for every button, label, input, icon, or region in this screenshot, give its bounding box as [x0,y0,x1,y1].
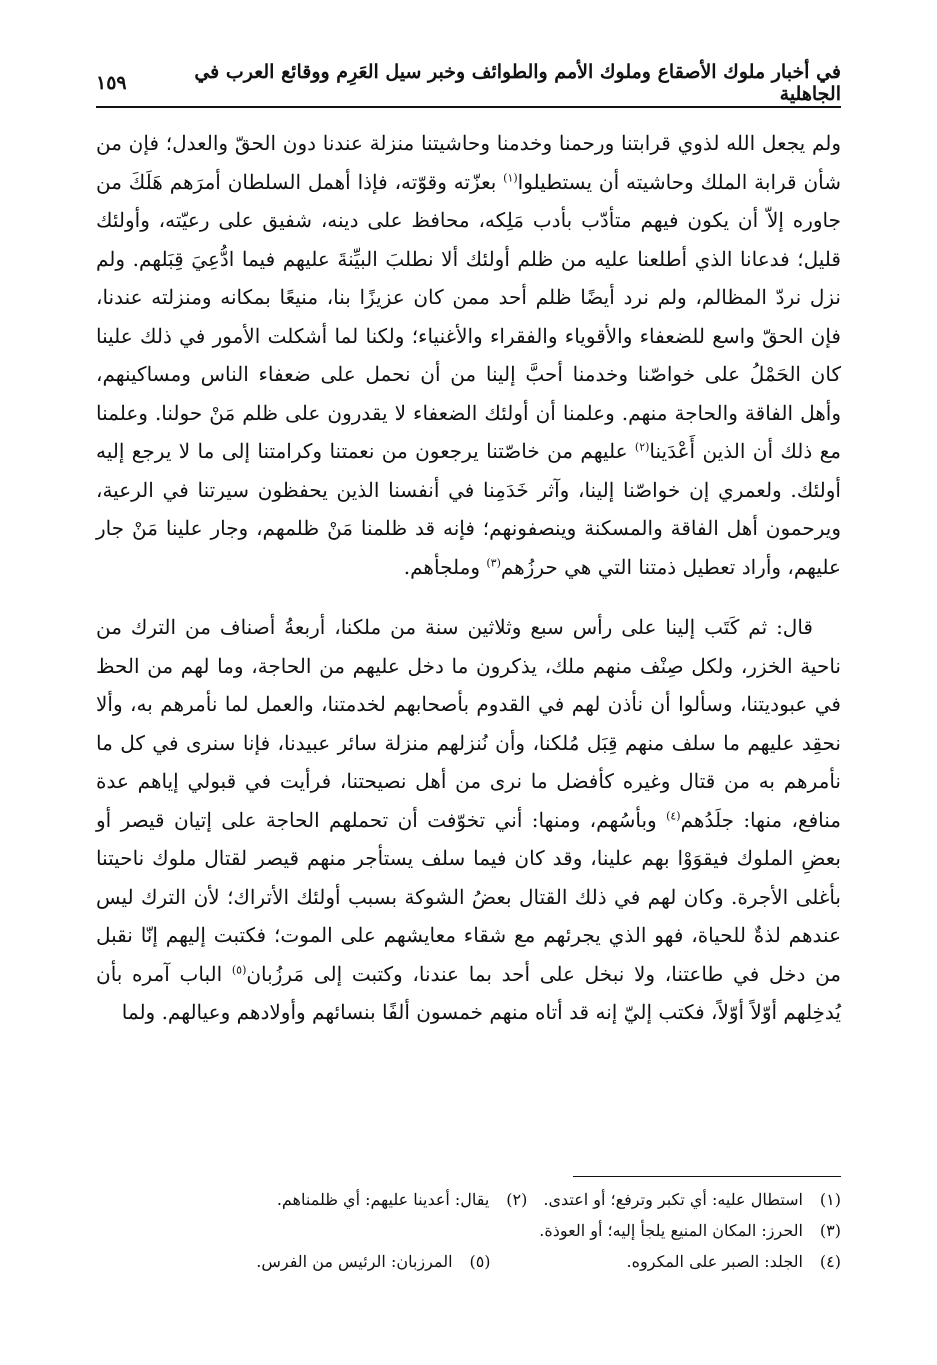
footnote-line [96,1215,841,1246]
footnote-text: يقال: أعدينا عليهم: أي ظلمناهم. [276,1190,490,1209]
footnote-number: (١) [819,1190,841,1209]
footnote-line [96,1246,841,1277]
footnote [277,1184,528,1215]
header-rule [96,106,841,108]
footnote-ref: (٥) [231,962,247,976]
text-segment: وملجأهم. [403,554,487,579]
text-segment: قال: ثم كَتَب إلينا على رأس سبع وثلاثين سنة من ملكنا، أربعةُ أصناف من الترك من ناحية الخزر، ولكل صِنْف منهم ملك، يذكرون ما دخل عليهم من الحاجة، وما لهم من الحظ في عبوديتنا، وسألوا أن نأذن لهم في القدوم بأصحابهم لخدمتنا، والعمل لما نأمرهم به، وألا نحقِد عليهم ما سلف منهم قِبَل مُلكنا، وأن نُنزلهم منزلة سائر عبيدنا، فإنا سنرى في كل ما نأمرهم به من قتال وغيره كأفضل ما نرى من أهل نصيحتنا، فرأيت في قبولي إياهم عدة منافع، منها: جلَدُهم [96,615,842,832]
text-segment: وبأسُهم، ومنها: أني تخوّفت أن تحملهم الحاجة على إتيان قيصر أو بعضِ الملوك فيقوَوْا بهم علينا، وقد كان فيما سلف يستأجر منهم قيصر لقتال ملوك ناحيتنا بأغلى الأجرة. وكان لهم في ذلك القتال بعضُ الشوكة بسبب أولئك الأتراك؛ لأن الترك ليس عندهم لذةٌ للحياة، فهو الذي يجرئهم مع شقاء معايشهم على الموت؛ فكتبت إليهم إنّا نقبل من دخل في طاعتنا، ولا نبخل على أحد بما عندنا، وكتبت إلى مَرزُبان [96,807,842,986]
footnote-number: (٢) [506,1190,528,1209]
footnote-ref: (١) [503,170,518,184]
footnote-ref: (٣) [486,555,501,569]
text-segment: الباب آمره بأن يُدخِلهم أوّلاً أوّلاً، فكتب إليّ إنه قد أتاه منهم خمسون ألفًا بنسائهم وأولادهم وعيالهم. ولما [96,961,841,1024]
text-segment: بعزّته وقوّته، فإذا أهمل السلطان أمرَهم هَلَكَ من جاوره إلاّ أن يكون فيهم متأدّب بأدب مَلِكه، محافظ على دينه، شفيق على رعيّته، وأولئك قليل؛ فدعانا الذي أطلعنا عليه من ظلم أولئك ألا نطلبَ البيِّنةَ عليهم فيما ادُّعِيَ قِبَلهم. ولم نزل نردّ المظالم، ولم نرد أيضًا ظلم أحد ممن كان عزيزًا بنا، منيعًا بمكانه ومنزلته عندنا، فإن الحقّ واسع للضعفاء والأقوياء والفقراء والأغنياء؛ ولكنا لما أشكلت الأمور في ذلك علينا كان الحَمْلُ على خواصّنا وخدمنا أحبَّ إلينا من أن نحمل على ضعفاء الناس ومساكينهم، وأهل الفاقة والحاجة منهم. وعلمنا أن أولئك الضعفاء لا يقدرون على ظلم مَنْ حولنا. وعلمنا مع ذلك أن الذين أَعْدَينا [96,169,841,463]
paragraph [96,608,841,1032]
paragraph [96,124,841,586]
footnote-text: المرزبان: الرئيس من الفرس. [256,1252,453,1271]
footnote-number: (٥) [469,1252,491,1271]
footnote [256,1246,490,1277]
running-header [96,61,841,105]
footnote-text: الجلد: الصبر على المكروه. [626,1252,803,1271]
footnote [627,1246,841,1277]
footnote-text: الحرز: المكان المنيع يلجأ إليه؛ أو العوذة. [539,1221,803,1240]
footnote [539,1215,841,1246]
footnote-ref: (٤) [666,808,681,822]
main-text [96,124,841,1032]
page-number: ١٥٩ [96,72,127,94]
text-segment: عليهم من خاصّتنا يرجعون من نعمتنا وكرامتنا إلى ما لا يرجع إليه أولئك. ولعمري إن خواصّنا إلينا، وآثر خَدَمِنا في أنفسنا الذين يحفظون سيرتنا في الرعية، ويرحمون أهل الفاقة والمسكنة وينصفونهم؛ فإنه قد ظلمنا مَنْ ظلمهم، وجار علينا مَنْ جار عليهم، وأراد تعطيل ذمتنا التي هي حرزُهم [96,439,841,579]
footnote-rule [573,1176,841,1177]
footnote-text: استطال عليه: أي تكبر وترفع؛ أو اعتدى. [543,1190,803,1209]
footnote-number: (٤) [819,1252,841,1271]
footnote-ref: (٢) [634,440,650,454]
footnote-line [96,1184,841,1215]
footnotes [96,1184,841,1277]
text-segment: ولم يجعل الله لذوي قرابتنا ورحمنا وخدمنا وحاشيتنا منزلة عندنا دون الحقّ والعدل؛ فإن من شأن قرابة الملك وحاشيته أن يستطيلوا [96,131,842,194]
footnote [543,1184,841,1215]
running-title: في أخبار ملوك الأصقاع وملوك الأمم والطوائف وخبر سيل العَرِم ووقائع العرب في الجاهلية [194,61,841,105]
footnote-number: (٣) [819,1221,841,1240]
